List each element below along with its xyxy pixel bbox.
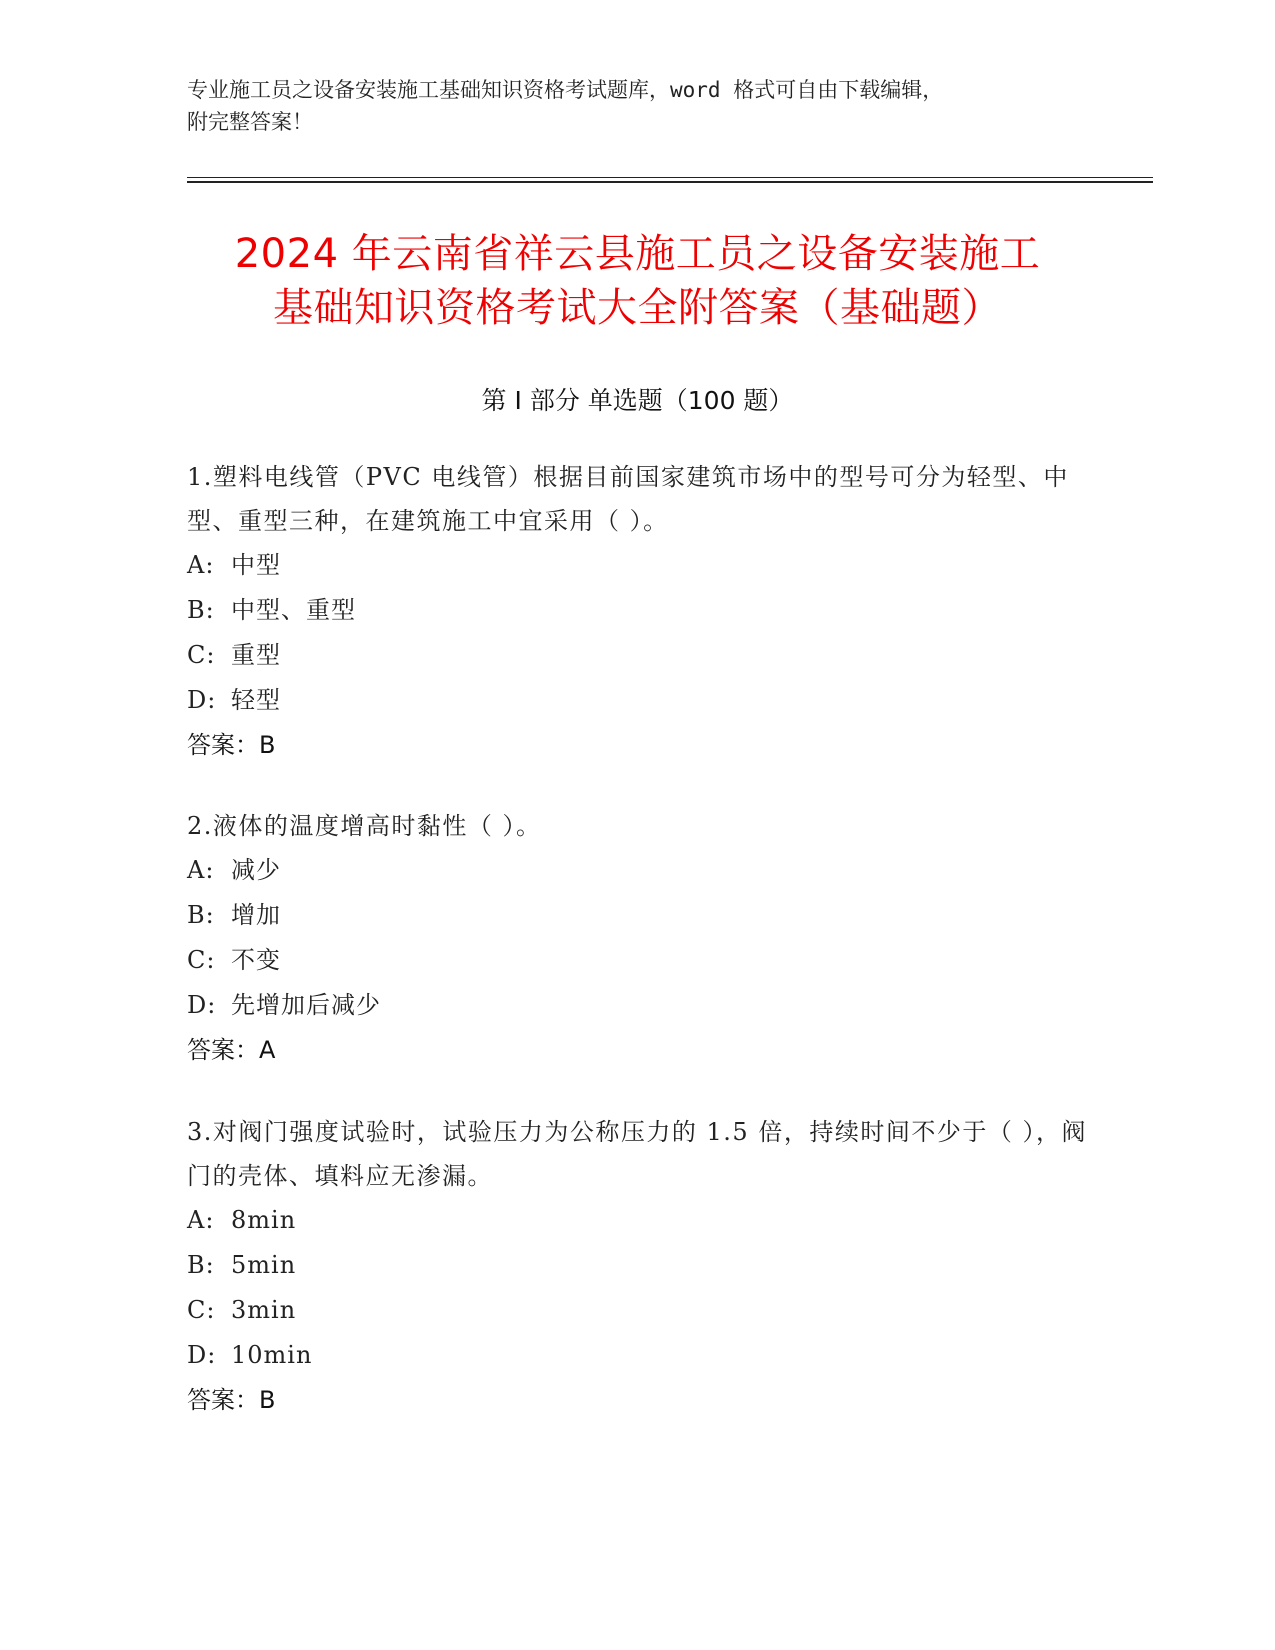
option-letter: C:: [187, 946, 216, 974]
option-letter: A:: [187, 856, 215, 884]
header-divider-thick: [187, 181, 1153, 183]
question-text: 1.塑料电线管（PVC 电线管）根据目前国家建筑市场中的型号可分为轻型、中型、重型三种，在建筑施工中宜采用（ ）。: [187, 463, 1069, 535]
option-text: 先增加后减少: [231, 991, 381, 1019]
option-letter: C:: [187, 641, 216, 669]
option-text: 中型: [231, 551, 281, 579]
option-b: [187, 1243, 1087, 1288]
section-title: 第 I 部分 单选题（100 题）: [481, 386, 794, 415]
option-letter: B:: [187, 596, 215, 624]
option-text: 不变: [231, 946, 281, 974]
question-text: 2.液体的温度增高时黏性（ ）。: [187, 812, 542, 840]
answer-line: 答案：B: [187, 1386, 276, 1414]
document-title-line1: 2024 年云南省祥云县施工员之设备安装施工: [234, 231, 1041, 277]
option-letter: D:: [187, 1341, 217, 1369]
answer-line: 答案：B: [187, 731, 276, 759]
option-c: [187, 938, 1087, 983]
option-text: 减少: [231, 856, 281, 884]
document-title: [150, 227, 1125, 335]
option-c: [187, 633, 1087, 678]
option-a: [187, 848, 1087, 893]
option-a: [187, 1198, 1087, 1243]
option-d: [187, 1333, 1087, 1378]
answer-line: 答案：A: [187, 1036, 276, 1064]
question-item: [187, 1110, 1087, 1423]
header-note: [187, 74, 1087, 138]
option-text: 3min: [231, 1296, 297, 1324]
question-item: [187, 455, 1087, 768]
option-a: [187, 543, 1087, 588]
option-b: [187, 588, 1087, 633]
option-letter: A:: [187, 1206, 215, 1234]
option-b: [187, 893, 1087, 938]
option-text: 轻型: [231, 686, 281, 714]
option-letter: D:: [187, 686, 217, 714]
option-text: 8min: [231, 1206, 297, 1234]
option-letter: B:: [187, 901, 215, 929]
question-text: 3.对阀门强度试验时，试验压力为公称压力的 1.5 倍，持续时间不少于（ ），阀门的壳体、填料应无渗漏。: [187, 1118, 1087, 1190]
option-letter: C:: [187, 1296, 216, 1324]
question-item: [187, 804, 1087, 1073]
option-d: [187, 678, 1087, 723]
option-text: 中型、重型: [231, 596, 356, 624]
option-text: 10min: [231, 1341, 313, 1369]
option-d: [187, 983, 1087, 1028]
option-text: 增加: [231, 901, 281, 929]
option-letter: B:: [187, 1251, 215, 1279]
option-text: 重型: [231, 641, 281, 669]
header-note-line1: 专业施工员之设备安装施工基础知识资格考试题库，word 格式可自由下载编辑，: [187, 78, 944, 102]
header-divider-thin: [187, 177, 1153, 178]
option-c: [187, 1288, 1087, 1333]
option-text: 5min: [231, 1251, 297, 1279]
option-letter: A:: [187, 551, 215, 579]
header-note-line2: 附完整答案！: [187, 110, 313, 134]
document-title-line2: 基础知识资格考试大全附答案（基础题）: [273, 285, 1002, 331]
option-letter: D:: [187, 991, 217, 1019]
